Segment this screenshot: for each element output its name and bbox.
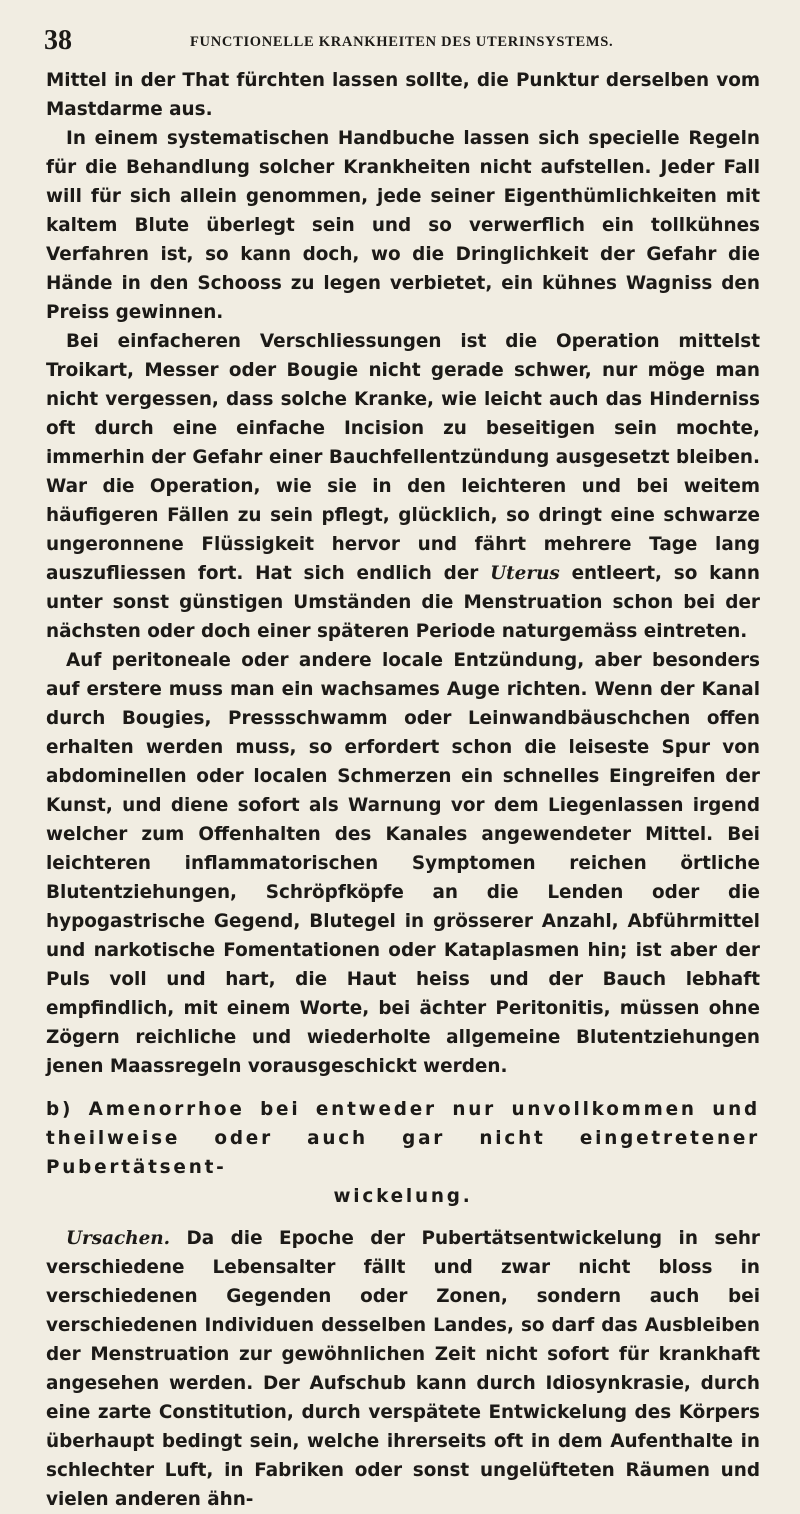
body-text bbox=[46, 66, 760, 1514]
paragraph-3-text-a: Bei einfacheren Verschliessungen ist die Operation mittelst Troikart, Messer oder Bougie nicht gerade schwer, nur möge man nicht vergessen, dass solche Kranke, wie leicht auch das Hinderniss oft durch eine einfache Incision zu beseitigen sein mochte, immerhin der Gefahr einer Bauchfellentzündung ausgesetzt bleiben. War die Operation, wie sie in den leichteren und bei weitem häufigeren Fällen zu sein pflegt, glücklich, so dringt eine schwarze ungeronnene Flüssigkeit hervor und fährt mehrere Tage lang auszufliessen fort. Hat sich endlich der bbox=[46, 331, 760, 584]
paragraph-3-italic-term: Uterus bbox=[490, 563, 560, 584]
paragraph-5-text: Da die Epoche der Pubertätsentwickelung in sehr verschiedene Lebensalter fällt und zwar nicht bloss in verschiedenen Gegenden oder Zonen, sondern auch bei verschiedenen Individuen desselben Landes, so darf das Ausbleiben der Menstruation zur gewöhnlichen Zeit nicht sofort für krankhaft angesehen werden. Der Aufschub kann durch Idiosynkrasie, durch eine zarte Constitution, durch verspätete Entwickelung des Körpers überhaupt bedingt sein, welche ihrerseits oft in dem Aufenthalte in schlechter Luft, in Fabriken oder sonst ungelüfteten Räumen und vielen anderen ähn- bbox=[46, 1228, 760, 1510]
paragraph-1: Mittel in der That fürchten lassen sollte, die Punktur derselben vom Mastdarme aus. bbox=[46, 70, 760, 120]
page-number: 38 bbox=[44, 25, 72, 56]
paragraph-5 bbox=[46, 1224, 760, 1514]
section-heading-main: b) Amenorrhoe bei entweder nur unvollkommen und theilweise oder auch gar nicht eingetretener Pubertätsent- bbox=[46, 1099, 760, 1178]
paragraph-5-italic-label: Ursachen. bbox=[66, 1228, 171, 1249]
paragraph-3 bbox=[46, 327, 760, 646]
running-head: FUNCTIONELLE KRANKHEITEN DES UTERINSYSTEMS. bbox=[190, 34, 614, 50]
section-heading-end: wickelung. bbox=[333, 1186, 473, 1207]
paragraph-4: Auf peritoneale oder andere locale Entzündung, aber besonders auf erstere muss man ein wachsames Auge richten. Wenn der Kanal durch Bougies, Pressschwamm oder Leinwandbäuschchen offen erhalten werden muss, so erfordert schon die leiseste Spur von abdominellen oder localen Schmerzen ein schnelles Eingreifen der Kunst, und diene sofort als Warnung vor dem Liegenlassen irgend welcher zum Offenhalten des Kanales angewendeter Mittel. Bei leichteren inflammatorischen Symptomen reichen örtliche Blutentziehungen, Schröpfköpfe an die Lenden oder die hypogastrische Gegend, Blutegel in grösserer Anzahl, Abführmittel und narkotische Fomentationen oder Kataplasmen hin; ist aber der Puls voll und hart, die Haut heiss und der Bauch lebhaft empfindlich, mit einem Worte, bei ächter Peritonitis, müssen ohne Zögern reichliche und wiederholte allgemeine Blutentziehungen jenen Maassregeln vorausgeschickt werden. bbox=[46, 650, 760, 1077]
page-header bbox=[44, 26, 764, 56]
section-heading bbox=[46, 1095, 760, 1211]
paragraph-3-text-b: entleert, so kann unter sonst günstigen Umständen die Menstruation schon bei der nächsten oder doch einer späteren Periode naturgemäss eintreten. bbox=[46, 563, 760, 642]
paragraph-2: In einem systematischen Handbuche lassen sich specielle Regeln für die Behandlung solcher Krankheiten nicht aufstellen. Jeder Fall will für sich allein genommen, jede seiner Eigenthümlichkeiten mit kaltem Blute überlegt sein und so verwerflich ein tollkühnes Verfahren ist, so kann doch, wo die Dringlichkeit der Gefahr die Hände in den Schooss zu legen verbietet, ein kühnes Wagniss den Preiss gewinnen. bbox=[46, 128, 760, 323]
